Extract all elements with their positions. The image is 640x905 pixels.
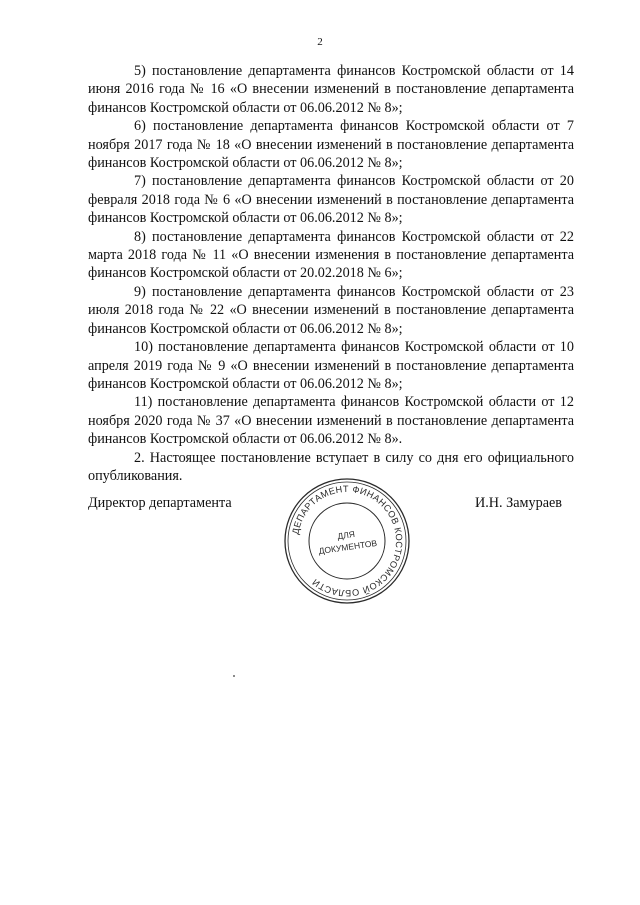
list-item: 9) постановление департамента финансов Костромской области от 23 июля 2018 года № 22 «О внесении изменений в постановление департамента финансов Костромской области от 06.06.2012 № 8»; bbox=[88, 283, 574, 337]
list-item: 5) постановление департамента финансов Костромской области от 14 июня 2016 года № 16 «О внесении изменений в постановление департамента финансов Костромской области от 06.06.2012 № 8»; bbox=[88, 63, 574, 116]
official-stamp bbox=[282, 476, 412, 606]
list-item: 6) постановление департамента финансов Костромской области от 7 ноября 2017 года № 18 «О внесении изменений в постановление департамента финансов Костромской области от 06.06.2012 № 8»; bbox=[88, 118, 574, 172]
list-item: 7) постановление департамента финансов Костромской области от 20 февраля 2018 года № 6 «О внесении изменений в постановление департамента финансов Костромской области от 06.06.2012 № 8»; bbox=[88, 173, 574, 227]
signatory-name: И.Н. Замураев bbox=[475, 495, 562, 511]
stamp-inner-line1: ДЛЯ bbox=[336, 528, 356, 542]
stamp-outer-ring-inner bbox=[288, 482, 406, 600]
document-body bbox=[88, 62, 574, 485]
list-item: 11) постановление департамента финансов Костромской области от 12 ноября 2020 года № 37 «О внесении изменений в постановление департамента финансов Костромской области от 06.06.2012 № 8». bbox=[88, 394, 574, 448]
signatory-title: Директор департамента bbox=[88, 495, 232, 511]
list-item: 10) постановление департамента финансов Костромской области от 10 апреля 2019 года № 9 «О внесении изменений в постановление департамента финансов Костромской области от 06.06.2012 № 8»; bbox=[88, 339, 574, 392]
stamp-inner-line2: ДОКУМЕНТОВ bbox=[318, 537, 378, 556]
effective-clause: 2. Настоящее постановление вступает в силу со дня его официального опубликования. bbox=[88, 449, 574, 484]
scan-dot bbox=[233, 675, 235, 677]
list-item: 8) постановление департамента финансов Костромской области от 22 марта 2018 года № 11 «О внесении изменения в постановление департамента финансов Костромской области от 20.02.2018 № 6»; bbox=[88, 228, 574, 282]
stamp-seal-graphic bbox=[282, 476, 412, 606]
stamp-outer-text: ДЕПАРТАМЕНТ ФИНАНСОВ КОСТРОМСКОЙ ОБЛАСТИ bbox=[290, 483, 405, 599]
page-number: 2 bbox=[317, 36, 323, 48]
stamp-outer-ring bbox=[285, 479, 409, 603]
